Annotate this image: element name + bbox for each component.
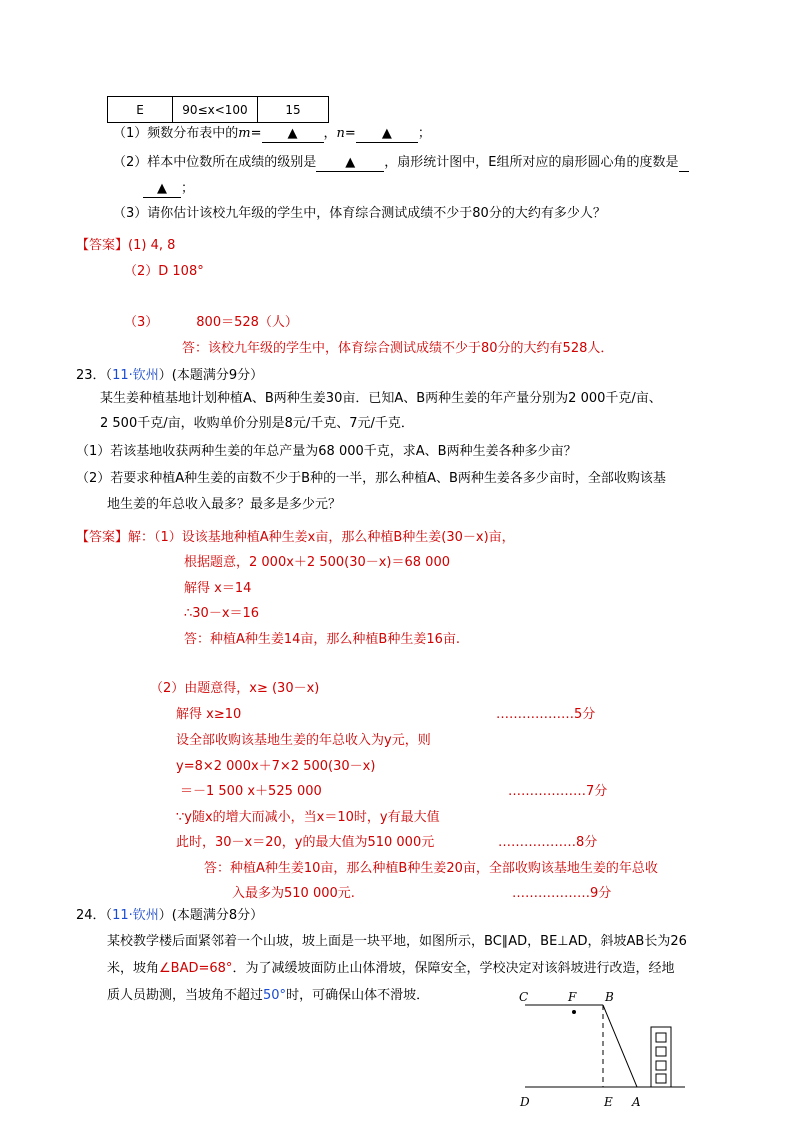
score-5: ………………5分: [496, 707, 596, 722]
q24-text: 质人员勘测，当坡角不超过: [107, 988, 264, 1003]
label-b: B: [605, 990, 614, 1004]
q22-part1-label: （1）频数分布表中的: [113, 126, 239, 141]
question-source: 11·钦州: [112, 908, 159, 923]
question-points: (本题满分9分）: [171, 368, 264, 383]
blank-mark-icon: ▲: [345, 155, 356, 170]
paren: （: [105, 368, 113, 383]
paren: ）: [158, 368, 172, 383]
q24-text: ．为了减缓坡面防止山体滑坡，保障安全，学校决定对该斜坡进行改造，经地: [232, 961, 675, 976]
end: ；: [417, 126, 431, 141]
q23-text-line1: 某生姜种植基地计划种植A、B两种生姜30亩．已知A、B两种生姜的年产量分别为2 000千克/亩、: [100, 391, 662, 406]
answer23-therefore: ∴30－x＝16: [184, 606, 260, 621]
answer23-income-eq: y=8×2 000x＋7×2 500(30－x): [176, 759, 376, 774]
blank-mark-icon: ▲: [157, 181, 167, 196]
answer23-income-simplified: ＝－1 500 x＋525 000: [180, 784, 322, 799]
answer23-eq: 根据题意，2 000x＋2 500(30－x)＝68 000: [184, 555, 450, 570]
label-d: D: [520, 1095, 530, 1109]
slope-angle: ∠BAD=68°: [159, 961, 233, 976]
answer23-part2: （2）由题意得，x≥ (30－x): [150, 681, 320, 696]
table-cell-range: 90≤x<100: [173, 97, 258, 123]
table-cell-count: 15: [258, 97, 329, 123]
blank-mark-icon: ▲: [381, 126, 392, 141]
q24-text: 时，可确保山体不滑坡．: [286, 988, 430, 1003]
q22-part2-text-b: ，扇形统计图中，E组所对应的扇形圆心角的度数是: [384, 155, 679, 170]
var-n: n: [336, 126, 345, 141]
score-7: ………………7分: [508, 784, 608, 799]
answer23-ans2-line1: 答：种植A种生姜10亩，那么种植B种生姜20亩，全部收购该基地生姜的年总收: [204, 861, 658, 876]
q24-text-line1: 某校教学楼后面紧邻着一个山坡，坡上面是一块平地，如图所示，BC∥AD，BE⊥AD，斜坡AB长为26: [107, 934, 687, 949]
q23-text-line2: 2 500千克/亩，收购单价分别是8元/千克、7元/千克．: [100, 416, 414, 431]
label-a: A: [632, 1095, 641, 1109]
label-e: E: [604, 1095, 613, 1109]
label-f: F: [568, 990, 577, 1004]
eq: =: [250, 126, 262, 141]
question-number: 23．: [76, 368, 106, 383]
q23-sub2-line2: 地生姜的年总收入最多？最多是多少元？: [107, 497, 342, 512]
label-c: C: [519, 990, 529, 1004]
answer23-monotonic: ∵y随x的增大而减小，当x＝10时，y有最大值: [176, 810, 440, 825]
q24-text: 米，坡角: [107, 961, 160, 976]
answer23-income-def: 设全部收购该基地生姜的年总收入为y元，则: [176, 733, 431, 748]
eq: =: [344, 126, 356, 141]
q23-sub2-line1: （2）若要求种植A种生姜的亩数不少于B种的一半，那么种植A、B两种生姜各多少亩时，全部收购该基: [76, 471, 666, 486]
answer23-intro: 解：（1）设该基地种植A种生姜x亩，那么种植B种生姜(30－x)亩，: [128, 530, 515, 545]
sep: ，: [323, 126, 337, 141]
answer22-part1: (1) 4, 8: [128, 238, 176, 253]
answer22-part2: （2）D 108°: [124, 264, 204, 279]
question-source: 11·钦州: [112, 368, 159, 383]
answer-tag: 【答案】: [76, 238, 129, 253]
q22-part3: （3）请你估计该校九年级的学生中，体育综合测试成绩不少于80分的大约有多少人？: [113, 206, 606, 221]
q23-sub1: （1）若该基地收获两种生姜的年总产量为68 000千克，求A、B两种生姜各种多少亩？: [76, 444, 577, 459]
question-points: (本题满分8分）: [171, 908, 264, 923]
score-9: ………………9分: [512, 886, 612, 901]
answer23-ans1: 答：种植A种生姜14亩，那么种植B种生姜16亩.: [184, 632, 461, 647]
slope-ab: [603, 1005, 637, 1087]
answer22-part3-expr: 800＝528（人）: [196, 315, 298, 330]
q22-part2-text: （2）样本中位数所在成绩的级别是: [113, 155, 317, 170]
table-cell-grade: E: [108, 97, 173, 123]
answer22-part3-label: （3）: [124, 315, 159, 330]
point-dot: [572, 1010, 576, 1014]
var-m: m: [238, 126, 251, 141]
paren: （: [105, 908, 113, 923]
building-icon: [651, 1027, 671, 1087]
answer23-solve: 解得 x＝14: [184, 581, 252, 596]
answer23-max: 此时，30－x＝20，y的最大值为510 000元: [176, 835, 435, 850]
score-8: ………………8分: [498, 835, 598, 850]
answer23-solve2: 解得 x≥10: [176, 707, 242, 722]
question-number: 24．: [76, 908, 106, 923]
answer22-conclusion: 答：该校九年级的学生中，体育综合测试成绩不少于80分的大约有528人．: [182, 341, 614, 356]
blank-mark-icon: ▲: [287, 126, 298, 141]
answer-tag: 【答案】: [76, 530, 129, 545]
answer23-ans2-line2: 入最多为510 000元.: [232, 886, 355, 901]
max-angle: 50°: [263, 988, 287, 1003]
end: ；: [181, 181, 195, 196]
paren: ）: [158, 908, 172, 923]
